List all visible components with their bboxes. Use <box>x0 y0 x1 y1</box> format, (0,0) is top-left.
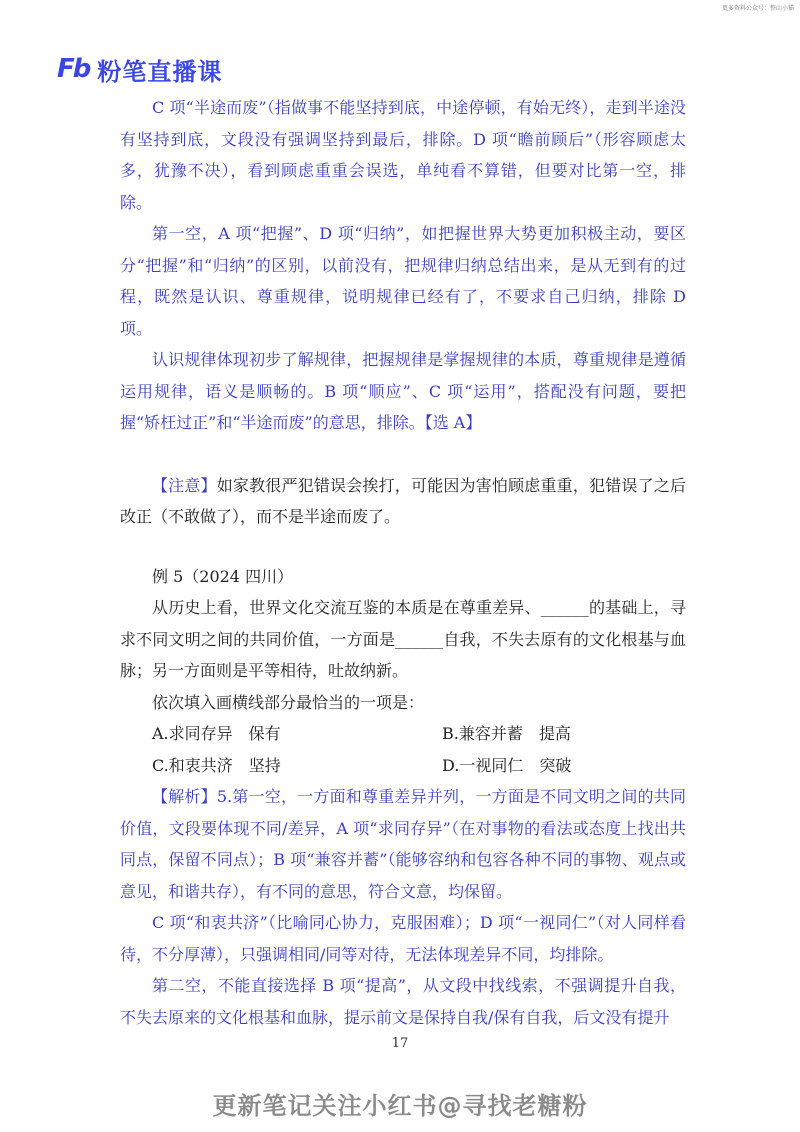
option-b: B.兼容并蓄 提高 <box>442 724 571 743</box>
note-paragraph <box>120 470 686 533</box>
top-note: 更多资料公众号：整山小猫 <box>721 5 794 12</box>
analysis-tag: 【解析】 <box>152 787 217 806</box>
option-a: A.求同存异 保有 <box>152 724 281 743</box>
logo-icon: Fb <box>57 54 90 84</box>
analysis-paragraph-3: 认识规律体现初步了解规律，把握规律是掌握规律的本质，尊重规律是遵循运用规律，语义是顺畅的。B 项“顺应”、C 项“运用”，搭配没有问题，要把握“矫枉过正”和“半途而废”的意思，排除。【选 A】 <box>120 350 686 432</box>
example-title: 例 5（2024 四川） <box>152 566 294 586</box>
analysis-paragraph-4 <box>120 781 686 907</box>
analysis-paragraph-5: C 项“和衷共济”（比喻同心协力，克服困难）；D 项“一视同仁”（对人同样看待，不分厚薄），只强调相同/同等对待，无法体现差异不同，均排除。 <box>120 913 686 964</box>
answer-options <box>152 718 686 781</box>
question-stem: 从历史上看，世界文化交流互鉴的本质是在尊重差异、______的基础上，寻求不同文明之间的共同价值，一方面是______自我，不失去原有的文化根基与血脉；另一方面则是平等相待，吐故纳新。 <box>120 598 686 680</box>
analysis-text: 5.第一空，一方面和尊重差异并列，一方面是不同文明之间的共同价值，文段要体现不同/差异，A 项“求同存异”（在对事物的看法或态度上找出共同点，保留不同点）；B 项“兼容并蓄”（能够容纳和包容各种不同的事物、观点或意见，和谐共存），有不同的意思，符合文意，均保留。 <box>120 787 686 901</box>
analysis-paragraph-1: C 项“半途而废”（指做事不能坚持到底，中途停顿，有始无终），走到半途没有坚持到底，文段没有强调坚持到最后，排除。D 项“瞻前顾后”（形容顾虑太多，犹豫不决），看到顾虑重重会误选，单纯看不算错，但要对比第一空，排除。 <box>120 98 686 212</box>
logo-text: 粉笔直播课 <box>97 57 223 86</box>
analysis-paragraph-6: 第二空，不能直接选择 B 项“提高”，从文段中找线索，不强调提升自我，不失去原来的文化根基和血脉，提示前文是保持自我/保有自我，后文没有提升 <box>120 976 686 1027</box>
note-tag: 【注意】 <box>152 475 217 495</box>
document-body <box>120 92 686 1033</box>
question-prompt: 依次填入画横线部分最恰当的一项是： <box>152 692 425 712</box>
analysis-paragraph-2: 第一空，A 项“把握”、D 项“归纳”，如把握世界大势更加积极主动，要区分“把握”和“归纳”的区别，以前没有，把规律归纳总结出来，是从无到有的过程，既然是认识、尊重规律，说明规律已经有了，不要求自己归纳，排除 D 项。 <box>120 224 686 338</box>
option-c: C.和衷共济 坚持 <box>152 755 281 775</box>
option-d: D.一视同仁 突破 <box>442 755 572 775</box>
note-text: 如家教很严犯错误会挨打，可能因为害怕顾虑重重，犯错误了之后改正（不敢做了），而不是半途而废了。 <box>120 475 686 526</box>
footer-watermark-text: 更新笔记关注小红书@寻找老糖粉 <box>212 1092 588 1120</box>
page-number: 17 <box>391 1036 409 1051</box>
brand-logo <box>57 52 222 86</box>
